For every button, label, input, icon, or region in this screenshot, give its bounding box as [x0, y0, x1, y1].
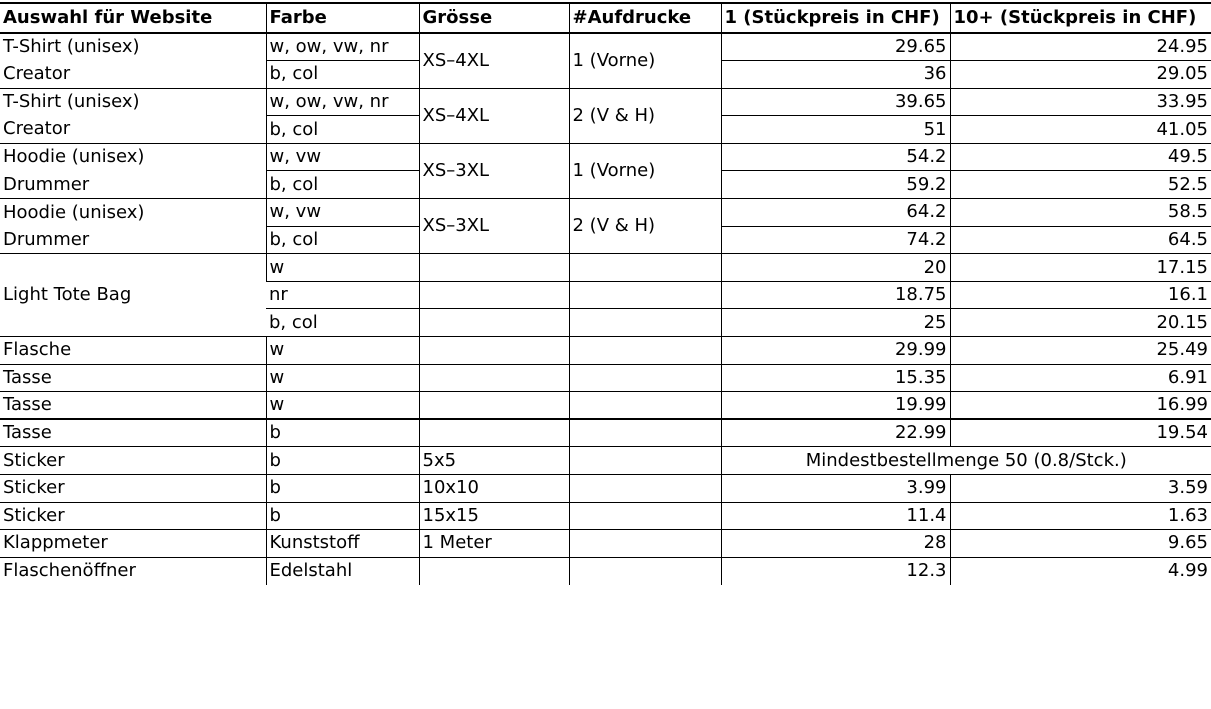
product-cell: Creator — [0, 61, 266, 89]
prints-cell: 1 (Vorne) — [569, 33, 721, 88]
price-10-cell: 41.05 — [950, 116, 1211, 144]
size-cell — [419, 337, 569, 365]
prints-cell — [569, 254, 721, 282]
size-cell: XS–3XL — [419, 199, 569, 254]
price-1-cell: 15.35 — [721, 364, 950, 392]
minimum-order-note: Mindestbestellmenge 50 (0.8/Stck.) — [721, 447, 1211, 475]
product-cell: Tasse — [0, 364, 266, 392]
prints-cell — [569, 309, 721, 337]
product-cell: Tasse — [0, 392, 266, 420]
price-10-cell: 64.5 — [950, 226, 1211, 254]
price-1-cell: 28 — [721, 530, 950, 558]
size-cell — [419, 557, 569, 585]
product-cell: Drummer — [0, 226, 266, 254]
header-color: Farbe — [266, 3, 419, 33]
table-row — [0, 143, 1211, 171]
price-1-cell: 18.75 — [721, 281, 950, 309]
price-1-cell: 20 — [721, 254, 950, 282]
product-cell: Hoodie (unisex) — [3, 201, 145, 223]
table-row — [0, 419, 1211, 447]
prints-cell — [569, 447, 721, 475]
product-cell: T-Shirt (unisex) — [3, 91, 140, 113]
table-row — [0, 475, 1211, 503]
product-cell: Tasse — [0, 419, 266, 447]
size-cell: XS–4XL — [419, 88, 569, 143]
price-10-cell: 19.54 — [950, 419, 1211, 447]
size-cell: 1 Meter — [419, 530, 569, 558]
product-cell: Creator — [0, 116, 266, 144]
prints-cell: 2 (V & H) — [569, 199, 721, 254]
header-price-1: 1 (Stückpreis in CHF) — [721, 3, 950, 33]
prints-cell — [569, 364, 721, 392]
size-cell — [419, 281, 569, 309]
color-cell: nr — [266, 281, 419, 309]
size-cell: 5x5 — [419, 447, 569, 475]
price-1-cell: 29.99 — [721, 337, 950, 365]
price-10-cell: 4.99 — [950, 557, 1211, 585]
prints-cell: 2 (V & H) — [569, 88, 721, 143]
table-row — [0, 530, 1211, 558]
table-row — [0, 199, 1211, 227]
prints-cell — [569, 337, 721, 365]
color-cell: b, col — [266, 309, 419, 337]
price-1-cell: 54.2 — [721, 143, 950, 171]
color-cell: b — [266, 502, 419, 530]
color-cell: w, vw — [266, 199, 419, 227]
header-price-10: 10+ (Stückpreis in CHF) — [950, 3, 1211, 33]
size-cell: XS–3XL — [419, 143, 569, 198]
header-prints: #Aufdrucke — [569, 3, 721, 33]
prints-cell — [569, 557, 721, 585]
product-cell: Flaschenöffner — [3, 560, 136, 582]
price-1-cell: 29.65 — [721, 33, 950, 61]
table-row — [0, 254, 1211, 282]
color-cell: b, col — [266, 171, 419, 199]
product-cell: Sticker — [0, 447, 266, 475]
price-1-cell: 64.2 — [721, 199, 950, 227]
price-1-cell: 36 — [721, 61, 950, 89]
price-1-cell: 3.99 — [721, 475, 950, 503]
price-10-cell: 3.59 — [950, 475, 1211, 503]
header-size: Grösse — [419, 3, 569, 33]
color-cell: b, col — [266, 61, 419, 89]
color-cell: b, col — [266, 226, 419, 254]
prints-cell: 1 (Vorne) — [569, 143, 721, 198]
color-cell: Kunststoff — [266, 530, 419, 558]
price-table — [0, 2, 1211, 585]
price-10-cell: 20.15 — [950, 309, 1211, 337]
price-1-cell: 22.99 — [721, 419, 950, 447]
prints-cell — [569, 530, 721, 558]
table-row — [0, 557, 1211, 585]
price-10-cell: 58.5 — [950, 199, 1211, 227]
color-cell: w, ow, vw, nr — [266, 33, 419, 61]
prints-cell — [569, 419, 721, 447]
color-cell: w — [266, 364, 419, 392]
price-1-cell: 59.2 — [721, 171, 950, 199]
price-1-cell: 39.65 — [721, 88, 950, 116]
product-cell: Sticker — [0, 502, 266, 530]
color-cell: w — [266, 392, 419, 420]
table-row — [0, 502, 1211, 530]
table-row — [0, 33, 1211, 61]
price-1-cell: 74.2 — [721, 226, 950, 254]
color-cell: w, ow, vw, nr — [266, 88, 419, 116]
prints-cell — [569, 281, 721, 309]
product-cell: Klappmeter — [0, 530, 266, 558]
size-cell — [419, 392, 569, 420]
size-cell — [419, 364, 569, 392]
size-cell: 15x15 — [419, 502, 569, 530]
price-10-cell: 29.05 — [950, 61, 1211, 89]
price-1-cell: 11.4 — [721, 502, 950, 530]
color-cell: b — [266, 447, 419, 475]
product-cell: Flasche — [0, 337, 266, 365]
header-product: Auswahl für Website — [0, 3, 266, 33]
price-10-cell: 16.1 — [950, 281, 1211, 309]
color-cell: w — [266, 254, 419, 282]
price-10-cell: 49.5 — [950, 143, 1211, 171]
product-cell: Sticker — [0, 475, 266, 503]
product-cell: Drummer — [0, 171, 266, 199]
product-cell: Hoodie (unisex) — [3, 146, 145, 168]
price-1-cell: 12.3 — [721, 557, 950, 585]
header-row — [0, 3, 1211, 33]
table-row — [0, 447, 1211, 475]
table-row — [0, 337, 1211, 365]
price-10-cell: 6.91 — [950, 364, 1211, 392]
size-cell: 10x10 — [419, 475, 569, 503]
price-10-cell: 16.99 — [950, 392, 1211, 420]
prints-cell — [569, 502, 721, 530]
size-cell — [419, 254, 569, 282]
price-10-cell: 17.15 — [950, 254, 1211, 282]
size-cell — [419, 419, 569, 447]
price-1-cell: 19.99 — [721, 392, 950, 420]
price-10-cell: 52.5 — [950, 171, 1211, 199]
color-cell: Edelstahl — [266, 557, 419, 585]
table-row — [0, 88, 1211, 116]
size-cell: XS–4XL — [419, 33, 569, 88]
price-10-cell: 1.63 — [950, 502, 1211, 530]
price-10-cell: 24.95 — [950, 33, 1211, 61]
size-cell — [419, 309, 569, 337]
product-cell: T-Shirt (unisex) — [3, 36, 140, 58]
color-cell: w, vw — [266, 143, 419, 171]
price-10-cell: 9.65 — [950, 530, 1211, 558]
color-cell: b — [266, 475, 419, 503]
table-row — [0, 364, 1211, 392]
table-row — [0, 392, 1211, 420]
product-cell: Light Tote Bag — [0, 254, 266, 337]
color-cell: b, col — [266, 116, 419, 144]
price-1-cell: 51 — [721, 116, 950, 144]
price-10-cell: 33.95 — [950, 88, 1211, 116]
prints-cell — [569, 392, 721, 420]
color-cell: b — [266, 419, 419, 447]
price-1-cell: 25 — [721, 309, 950, 337]
price-10-cell: 25.49 — [950, 337, 1211, 365]
color-cell: w — [266, 337, 419, 365]
prints-cell — [569, 475, 721, 503]
